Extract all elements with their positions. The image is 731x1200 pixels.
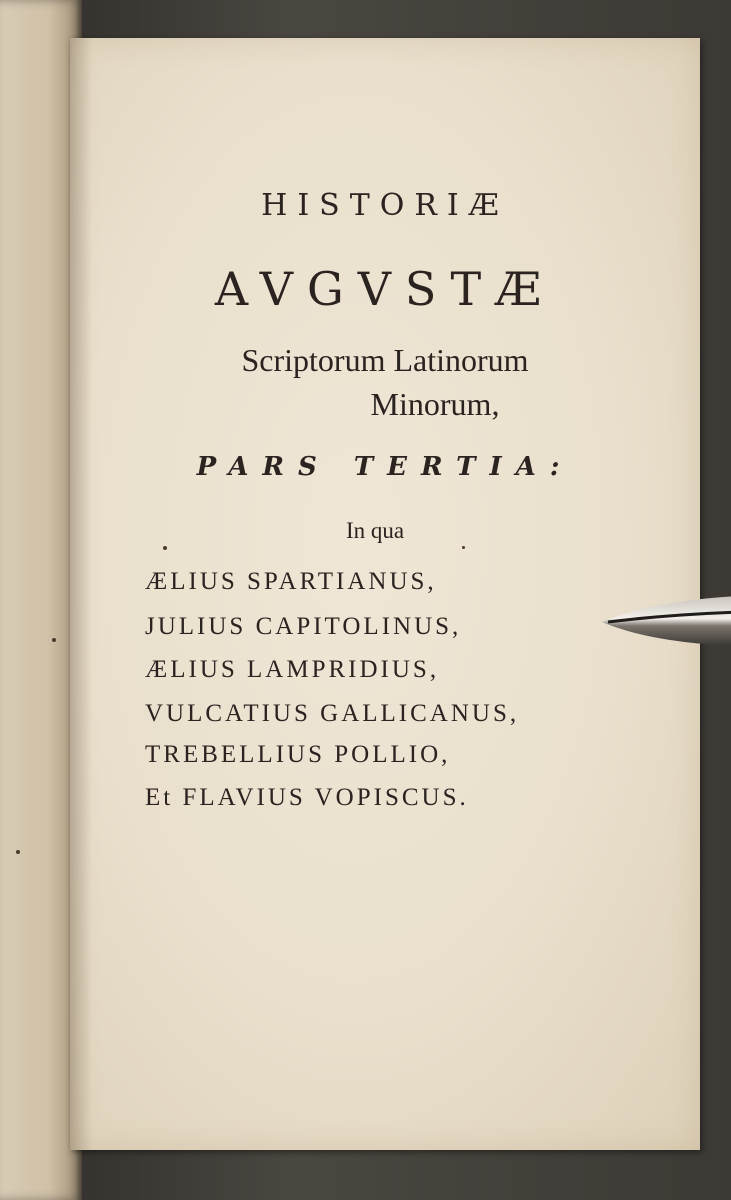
in-qua-line: In qua	[345, 518, 405, 543]
subtitle-line-scriptorum: Scriptorum Latinorum	[241, 342, 529, 378]
title-line-augustae: AVGVSTÆ	[214, 262, 556, 316]
title-line-historiae: HISTORIÆ	[261, 188, 509, 223]
author-name: TREBELLIUS POLLIO,	[145, 741, 451, 768]
part-line: PARS TERTIA:	[196, 452, 574, 482]
paper-speck	[462, 546, 465, 549]
author-name: JULIUS CAPITOLINUS,	[145, 613, 462, 640]
subtitle-line-minorum: Minorum,	[370, 386, 500, 422]
letter-opener-icon	[600, 592, 731, 650]
paper-speck	[16, 850, 20, 854]
author-name: ÆLIUS SPARTIANUS,	[145, 568, 437, 595]
author-name: Et FLAVIUS VOPISCUS.	[145, 784, 469, 811]
paper-speck	[52, 638, 56, 642]
author-name: ÆLIUS LAMPRIDIUS,	[145, 656, 440, 683]
author-name: VULCATIUS GALLICANUS,	[145, 700, 520, 727]
paper-speck	[163, 546, 167, 550]
